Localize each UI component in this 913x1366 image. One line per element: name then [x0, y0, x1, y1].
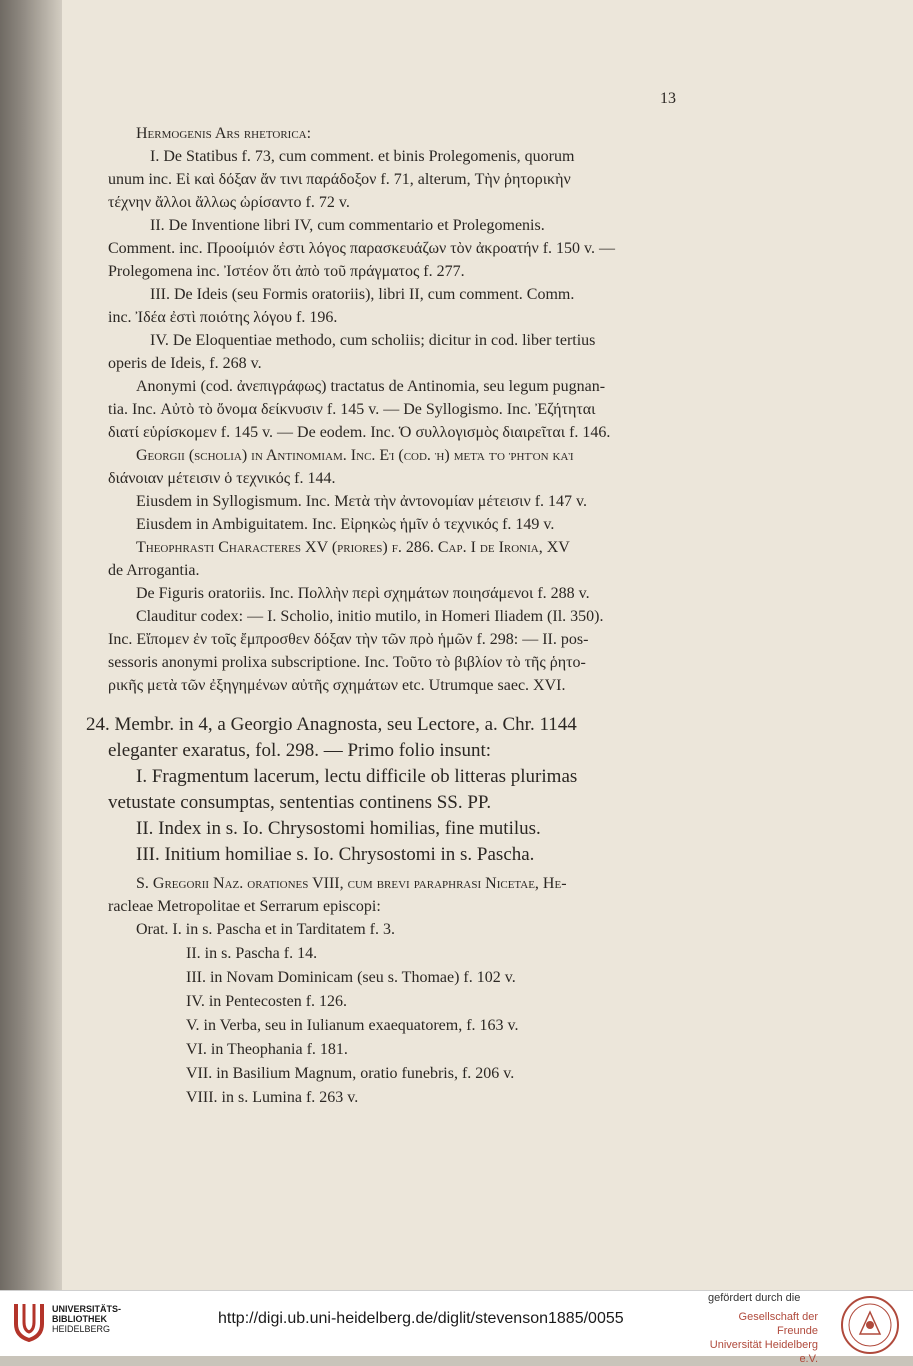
text-line: de Arrogantia. [108, 562, 200, 579]
text-line: III. Initium homiliae s. Io. Chrysostomi in s. Pascha. [136, 844, 535, 865]
text-line: V. in Verba, seu in Iulianum exaequatorem, f. 163 v. [186, 1017, 519, 1034]
text-line: διατί εὑρίσκομεν f. 145 v. — De eodem. Inc. Ὁ συλλογισμὸς διαιρεῖται f. 146. [108, 424, 611, 441]
library-line: HEIDELBERG [52, 1324, 111, 1334]
permalink-url[interactable]: http://digi.ub.uni-heidelberg.de/diglit/stevenson1885/0055 [218, 1310, 624, 1327]
text-line: III. De Ideis (seu Formis oratoriis), libri II, cum comment. Comm. [150, 286, 575, 303]
text-line: Inc. Εἴπομεν ἐν τοῖς ἔμπροσθεν δόξαν τὴν τῶν πρὸ ἡμῶν f. 298: — II. pos- [108, 631, 589, 648]
text-line: racleae Metropolitae et Serrarum episcopi: [108, 898, 381, 915]
text-line: διάνοιαν μέτεισιν ὁ τεχνικός f. 144. [108, 470, 336, 487]
text-line: Prolegomena inc. Ἰστέον ὅτι ἀπὸ τοῦ πράγματος f. 277. [108, 263, 465, 280]
text-line: VI. in Theophania f. 181. [186, 1041, 348, 1058]
text-line: IV. De Eloquentiae methodo, cum scholiis; dicitur in cod. liber tertius [150, 332, 596, 349]
text-line: sessoris anonymi prolixa subscriptione. Inc. Τοῦτο τὸ βιβλίον τὸ τῆς ῥητο- [108, 654, 586, 671]
entry-heading: 24. Membr. in 4, a Georgio Anagnosta, seu Lectore, a. Chr. 1144 [86, 714, 577, 735]
sponsor-name [706, 1310, 818, 1366]
book-binding-shadow [0, 0, 62, 1290]
text-line: τέχνην ἄλλοι ἄλλως ὡρίσαντο f. 72 v. [108, 194, 350, 211]
text-line: III. in Novam Dominicam (seu s. Thomae) f. 102 v. [186, 969, 516, 986]
text-line: Hermogenis Ars rhetorica: [136, 125, 312, 142]
text-line: inc. Ἰδέα ἐστὶ ποιότης λόγου f. 196. [108, 309, 338, 326]
text-line: Orat. I. in s. Pascha et in Tarditatem f. 3. [136, 921, 395, 938]
sponsor-line: Gesellschaft der Freunde [738, 1311, 818, 1337]
text-line: Anonymi (cod. ἀνεπιγράφως) tractatus de Antinomia, seu legum pugnan- [136, 378, 606, 395]
text-line: Comment. inc. Προοίμιόν ἐστι λόγος παρασκευάζων τὸν ἀκροατήν f. 150 v. — [108, 240, 616, 257]
text-line: Theophrasti Characteres XV (priores) f. 286. Cap. I de Ironia, XV [136, 539, 570, 556]
text-line: Eiusdem in Ambiguitatem. Inc. Εἰρηκὼς ἡμῖν ὁ τεχνικός f. 149 v. [136, 516, 555, 533]
library-line: BIBLIOTHEK [52, 1314, 107, 1324]
text-line: eleganter exaratus, fol. 298. — Primo folio insunt: [108, 740, 492, 761]
text-line: VIII. in s. Lumina f. 263 v. [186, 1089, 359, 1106]
text-line: unum inc. Εἰ καὶ δόξαν ἄν τινι παράδοξον f. 71, alterum, Τὴν ῥητορικὴν [108, 171, 571, 188]
text-line: S. Gregorii Naz. orationes VIII, cum brevi paraphrasi Nicetae, He- [136, 875, 567, 892]
text-line: ρικῆς μετὰ τῶν ἐξηγημένων αὐτῆς σχημάτων etc. Utrumque saec. XVI. [108, 677, 566, 694]
text-line: I. Fragmentum lacerum, lectu difficile ob litteras plurimas [136, 766, 578, 787]
library-line: UNIVERSITÄTS- [52, 1304, 122, 1314]
text-line: Clauditur codex: — I. Scholio, initio mutilo, in Homeri Iliadem (Il. 350). [136, 608, 604, 625]
text-line: II. De Inventione libri IV, cum commentario et Prolegomenis. [150, 217, 545, 234]
text-line: vetustate consumptas, sententias continens SS. PP. [108, 792, 492, 813]
text-line: Eiusdem in Syllogismum. Inc. Μετὰ τὴν ἀντονομίαν μέτεισιν f. 147 v. [136, 493, 587, 510]
sponsor-line: Universität Heidelberg e.V. [709, 1339, 818, 1365]
library-name [52, 1304, 121, 1334]
society-seal-icon [838, 1294, 902, 1356]
text-line: II. in s. Pascha f. 14. [186, 945, 318, 962]
text-line: Georgii (scholia) in Antinomiam. Inc. Εἰ (cod. ἡ) μετὰ τὸ ῥητὸν καὶ [136, 447, 574, 464]
university-library-logo-icon [12, 1302, 46, 1342]
text-line: IV. in Pentecosten f. 126. [186, 993, 348, 1010]
text-line: II. Index in s. Io. Chrysostomi homilias, fine mutilus. [136, 818, 541, 839]
text-line: VII. in Basilium Magnum, oratio funebris, f. 206 v. [186, 1065, 515, 1082]
sponsor-prefix: gefördert durch die [708, 1292, 801, 1304]
page-number: 13 [660, 90, 676, 107]
text-line: tia. Inc. Αὐτὸ τὸ ὄνομα δείκνυσιν f. 145 v. — De Syllogismo. Inc. Ἐζήτηται [108, 401, 596, 418]
text-line: I. De Statibus f. 73, cum comment. et binis Prolegomenis, quorum [150, 148, 575, 165]
text-line: operis de Ideis, f. 268 v. [108, 355, 262, 372]
text-line: De Figuris oratoriis. Inc. Πολλὴν περὶ σχημάτων ποιησάμενοι f. 288 v. [136, 585, 590, 602]
